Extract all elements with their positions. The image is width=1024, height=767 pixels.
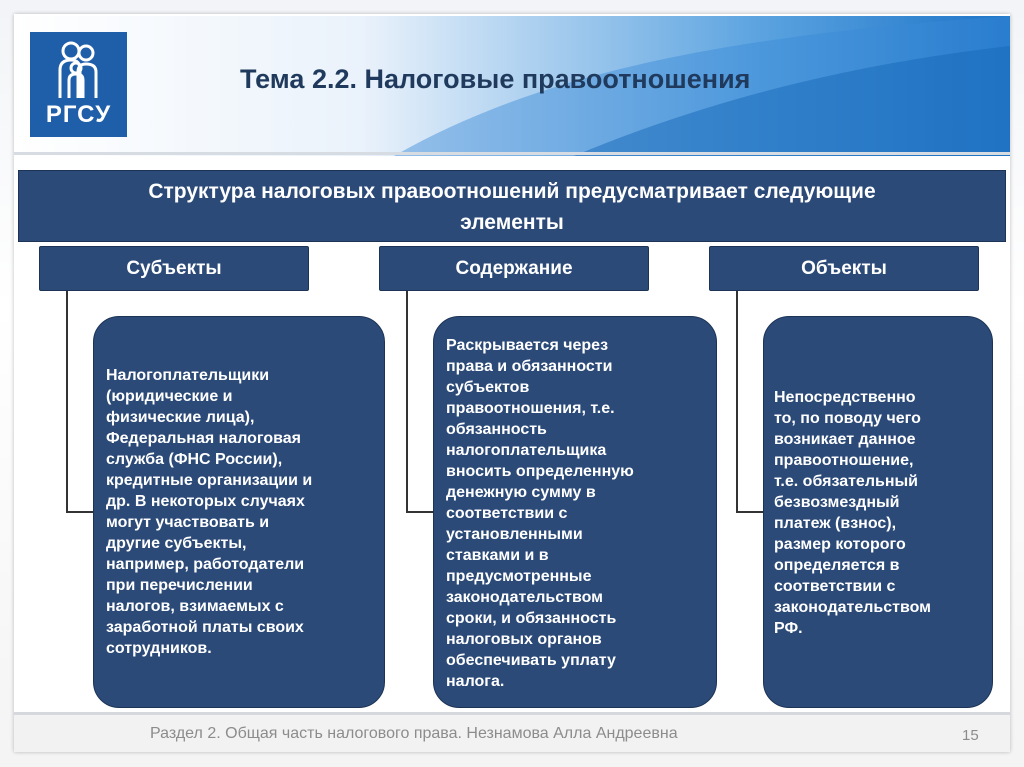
rgsu-logo [30,32,127,137]
objects-text-line: законодательством [774,599,931,616]
banner-line-2: элементы [460,211,564,234]
objects-description-box [763,316,993,708]
subjects-text-line: заработной платы своих [106,619,304,636]
category-objects: Объекты [709,246,979,291]
objects-text-line: определяется в [774,557,900,574]
structure-banner [18,170,1006,242]
content-text-line: правоотношения, т.е. [446,400,615,417]
subjects-text-line: др. В некоторых случаях [106,493,305,510]
header-divider [14,152,1010,155]
subjects-text-line: служба (ФНС России), [106,451,283,468]
content-text-line: предусмотренные [446,568,592,585]
subjects-text-line: Федеральная налоговая [106,430,301,447]
objects-text-line: то, по поводу чего [774,410,921,427]
objects-text-line: возникает данное [774,431,916,448]
subjects-text-line: Налогоплательщики [106,367,270,384]
objects-text-line: РФ. [774,620,803,637]
objects-text-line: безвозмездный [774,494,900,511]
content-text-line: обеспечивать уплату [446,652,616,669]
footer-text: Раздел 2. Общая часть налогового права. Незнамова Алла Андреевна [150,725,678,742]
content-text-line: налоговых органов [446,631,602,648]
content-text-line: субъектов [446,379,530,396]
content-text-line: законодательством [446,589,603,606]
subjects-text-line: (юридические и [106,388,233,405]
connector-content-horizontal [406,511,434,513]
objects-text-line: правоотношение, [774,452,914,469]
slide-title: Тема 2.2. Налоговые правоотношения [240,64,751,94]
connector-subjects-vertical [66,291,68,513]
objects-text-line: платеж (взнос), [774,515,897,532]
category-content: Содержание [379,246,649,291]
category-subjects: Субъекты [39,246,309,291]
subjects-text-line: кредитные организации и [106,472,313,489]
people-icon [54,40,102,100]
logo-text: РГСУ [45,101,112,128]
objects-text-line: соответствии с [774,578,896,595]
content-text-line: сроки, и обязанность [446,610,617,627]
content-text-line: права и обязанности [446,358,613,375]
connector-content-vertical [406,291,408,513]
content-text-line: обязанность [446,421,547,438]
subjects-description-box [93,316,385,708]
subjects-text-line: например, работодатели [106,556,305,573]
subjects-text-line: при перечислении [106,577,253,594]
content-text-line: налогоплательщика [446,442,607,459]
subjects-text-line: другие субъекты, [106,535,247,552]
content-description-box [433,316,717,708]
connector-objects-vertical [736,291,738,513]
content-text-line: соответствии с [446,505,568,522]
objects-text-line: т.е. обязательный [774,473,918,490]
subjects-text-line: сотрудников. [106,640,212,657]
subjects-text-line: налогов, взимаемых с [106,598,284,615]
objects-text-line: размер которого [774,536,906,553]
content-text-line: ставками и в [446,547,549,564]
objects-text-line: Непосредственно [774,389,916,406]
banner-line-1: Структура налоговых правоотношений предусматривает следующие [148,180,876,203]
content-text-line: денежную сумму в [446,484,596,501]
connector-objects-horizontal [736,511,764,513]
subjects-text-line: могут участвовать и [106,514,270,531]
content-text-line: установленными [446,526,583,543]
page-number: 15 [962,727,979,744]
subjects-text-line: физические лица), [106,409,255,426]
content-text-line: вносить определенную [446,463,634,480]
content-text-line: налога. [446,673,505,690]
content-text-line: Раскрывается через [446,337,609,354]
connector-subjects-horizontal [66,511,94,513]
